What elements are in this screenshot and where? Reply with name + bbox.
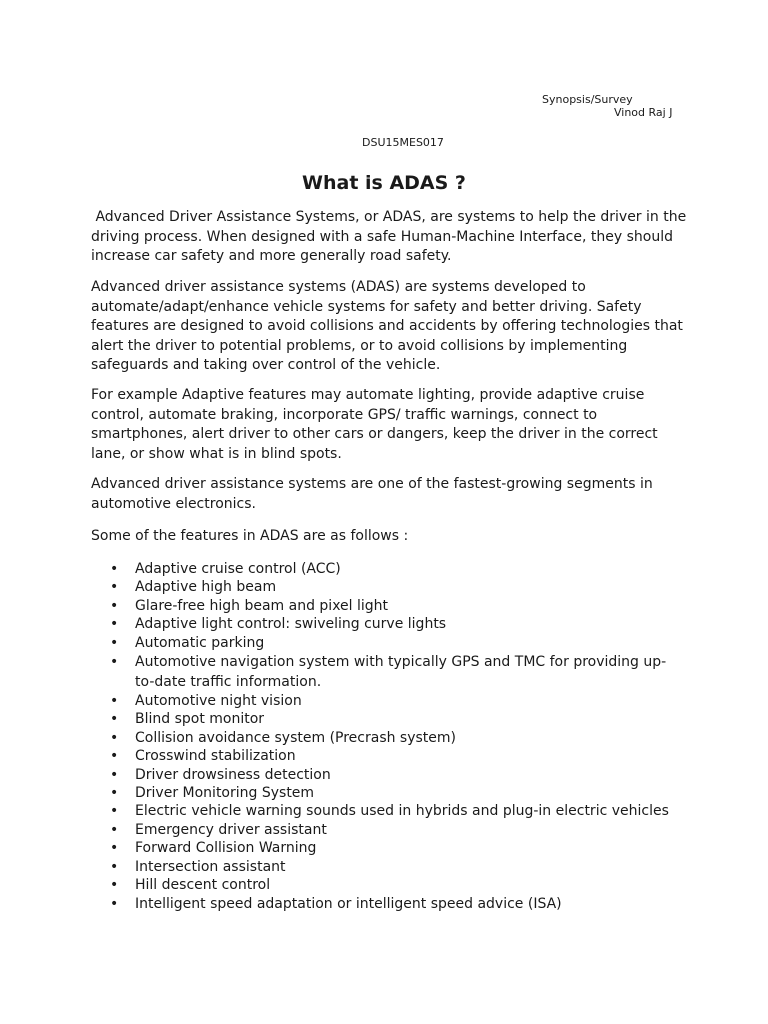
list-item: • Crosswind stabilization xyxy=(91,747,681,765)
list-item: • Electric vehicle warning sounds used in hybrids and plug-in electric vehicles xyxy=(91,802,681,820)
list-item: • Adaptive light control: swiveling curve lights xyxy=(91,615,681,633)
paragraph-definition: Advanced driver assistance systems (ADAS) are systems developed to automate/adapt/enhance vehicle systems for safety and better driving. Safety features are designed to avoid collisions and accidents by offering technologies that alert the driver to potential problems, or to avoid collisions by implementing safeguards and taking over control of the vehicle. xyxy=(91,279,683,373)
list-item: • Intelligent speed adaptation or intelligent speed advice (ISA) xyxy=(91,895,681,913)
list-item: • Collision avoidance system (Precrash system) xyxy=(91,729,681,747)
list-item: • Automatic parking xyxy=(91,634,681,652)
list-item: • Emergency driver assistant xyxy=(91,821,681,839)
list-item: • Driver Monitoring System xyxy=(91,784,681,802)
paragraph-growth: Advanced driver assistance systems are one of the fastest-growing segments in automotive electronics. xyxy=(91,476,653,512)
list-item: • Intersection assistant xyxy=(91,858,681,876)
list-item: • Driver drowsiness detection xyxy=(91,766,681,784)
paragraph-examples: For example Adaptive features may automate lighting, provide adaptive cruise control, automate braking, incorporate GPS/ traffic warnings, connect to smartphones, alert driver to other cars or dangers, keep the driver in the correct lane, or show what is in blind spots. xyxy=(91,387,658,462)
list-item: • Hill descent control xyxy=(91,876,681,894)
list-item: • Automotive navigation system with typically GPS and TMC for providing up-to-date traffic information. xyxy=(91,652,681,692)
list-item: • Adaptive high beam xyxy=(91,578,681,596)
document-title: What is ADAS ? xyxy=(302,172,466,194)
paragraph-intro: Advanced Driver Assistance Systems, or ADAS, are systems to help the driver in the driving process. When designed with a safe Human-Machine Interface, they should increase car safety and more generally road safety. xyxy=(91,209,691,264)
header-author: Vinod Raj J xyxy=(614,106,673,119)
document-id: DSU15MES017 xyxy=(362,136,444,149)
list-item: • Glare-free high beam and pixel light xyxy=(91,597,681,615)
list-item: • Automotive night vision xyxy=(91,692,681,710)
list-item: • Forward Collision Warning xyxy=(91,839,681,857)
list-item: • Adaptive cruise control (ACC) xyxy=(91,560,681,578)
features-list xyxy=(91,560,681,913)
paragraph-features-intro: Some of the features in ADAS are as follows : xyxy=(91,528,409,544)
header-synopsis: Synopsis/Survey xyxy=(542,93,633,106)
list-item: • Blind spot monitor xyxy=(91,710,681,728)
